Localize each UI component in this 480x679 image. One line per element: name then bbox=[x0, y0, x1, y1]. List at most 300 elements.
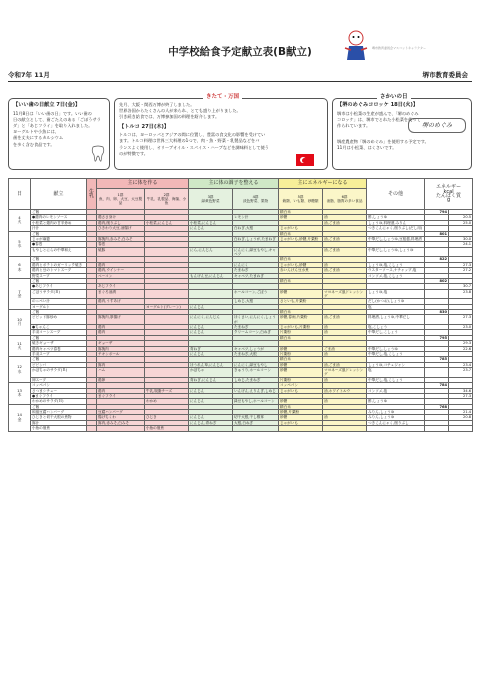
nutrition-cell bbox=[425, 315, 449, 325]
ingredient-g4: いんげん,えりんぎ,しめじ bbox=[233, 388, 279, 393]
ingredient-g1: 鶏肉,うすあげ bbox=[97, 299, 145, 304]
ingredient-g3: にんじん bbox=[189, 304, 233, 309]
good-teeth-line: ダ」と「あじフライ」を取り入れました。 bbox=[13, 122, 93, 128]
ingredient-other: 酢,しょうゆ bbox=[367, 215, 425, 220]
dish-name: 焼きギョーザ bbox=[31, 341, 87, 346]
milk-cell bbox=[87, 247, 97, 257]
ingredient-g5: 片栗粉 bbox=[279, 330, 323, 335]
ingredient-other: 中華だし,塩,こしょう bbox=[367, 377, 425, 382]
col-milk: 牛乳 bbox=[87, 179, 97, 210]
group-red: 主に体を作る bbox=[97, 179, 189, 189]
dish-name: ●あじフライ bbox=[31, 284, 87, 289]
ingredient-g3: 小松菜,にんじん bbox=[189, 220, 233, 225]
ingredient-other: しょうゆ,塩 bbox=[367, 289, 425, 299]
ingredient-other: ウスターソース,ケチャップ,塩 bbox=[367, 268, 425, 273]
dish-name: のっぺい汁 bbox=[31, 299, 87, 304]
nutrition-cell bbox=[449, 247, 473, 257]
col-nutrition bbox=[425, 179, 473, 210]
protein-value: 30.0 bbox=[449, 236, 473, 241]
good-teeth-line: 日の献立として、歯ごたえのある「ごぼうサラ bbox=[13, 116, 101, 122]
ingredient-other: しょうゆ,コチュジャン bbox=[367, 362, 425, 367]
dish-name: かぼちゃのサラダ(Ｂ) bbox=[31, 368, 87, 378]
good-teeth-line: ヨーグルトや小魚には、 bbox=[13, 129, 59, 135]
ingredient-g3: もんげん豆,にんじん bbox=[189, 273, 233, 278]
ingredient-g1: 鶏肉 bbox=[97, 262, 145, 267]
day-weekday: 金 bbox=[17, 292, 22, 298]
protein-value-alt: 25.0 bbox=[449, 220, 473, 225]
ingredient-g6: 油 bbox=[323, 325, 367, 330]
dish-name: もやしとにらの中華和え bbox=[31, 247, 87, 257]
protein-value: 30.7 bbox=[449, 284, 473, 289]
ingredient-g5: 精白米 bbox=[279, 231, 323, 236]
ingredient-g1: まぐろ油漬 bbox=[97, 289, 145, 299]
ingredient-other: 酢,しょうゆ bbox=[367, 399, 425, 404]
ingredient-g5: 精白米 bbox=[279, 257, 323, 262]
ingredient-g5: 赤いんげん豆水煮 bbox=[279, 268, 323, 273]
dish-name: 鶏肉と豆のトマトスープ bbox=[31, 268, 87, 273]
menu-row bbox=[9, 315, 473, 325]
menu-row bbox=[9, 368, 473, 378]
dish-name: コッペパン bbox=[31, 383, 87, 388]
ingredient-other: つきこんにゃく,削りぶし(だし用) bbox=[367, 226, 425, 231]
nutrition-cell bbox=[425, 247, 449, 257]
ingredient-g2: わかめ bbox=[145, 399, 189, 404]
day-cell bbox=[9, 310, 31, 336]
ingredient-g5: 砂糖 bbox=[279, 215, 323, 220]
nutrition-cell bbox=[425, 289, 449, 299]
ingredient-g4: キャベツ,しょうが bbox=[233, 346, 279, 351]
col-other: その他 bbox=[367, 179, 425, 210]
ingredient-g3: にんじん bbox=[189, 351, 233, 356]
col-group2 bbox=[145, 189, 189, 210]
ingredient-g1 bbox=[97, 426, 145, 431]
ingredient-g5: じゃがいも,片栗粉 bbox=[279, 325, 323, 330]
menu-row bbox=[9, 262, 473, 267]
protein-value-alt: 23.7 bbox=[449, 368, 473, 378]
ingredient-g1: 春巻 bbox=[97, 242, 145, 247]
col-group4 bbox=[233, 189, 279, 210]
energy-value: 830 bbox=[425, 310, 449, 315]
menu-row bbox=[9, 426, 473, 431]
ingredient-g6: 油,ホワイトルウ bbox=[323, 388, 367, 393]
ingredient-g6: 油 bbox=[323, 215, 367, 220]
group5-label: 5群 bbox=[297, 194, 304, 199]
ingredient-g4: きゅうり,ホールコーン bbox=[233, 368, 279, 378]
energy-value: 794 bbox=[425, 210, 449, 215]
ingredient-g2 bbox=[145, 289, 189, 299]
sakai-day-heading: さかいの日 bbox=[377, 94, 411, 100]
protein-value: 20.5 bbox=[449, 215, 473, 220]
ingredient-g5: 砂糖 bbox=[279, 368, 323, 378]
day-date: 14 bbox=[17, 412, 22, 418]
ingredient-g3: にんにく,にんじん bbox=[189, 315, 233, 325]
ingredient-g2 bbox=[145, 368, 189, 378]
dish-name: ●鶏肉のレモンソース bbox=[31, 215, 87, 220]
dish-name: 豚汁 bbox=[31, 420, 87, 425]
group3-label: 3群 bbox=[207, 194, 214, 199]
ingredient-g3: にんじん,青ねぎ bbox=[189, 420, 233, 425]
day-weekday: 水 bbox=[17, 368, 22, 374]
nutrition-cell bbox=[425, 368, 449, 378]
energy-value: 784 bbox=[425, 383, 449, 388]
protein-value: 34.6 bbox=[449, 388, 473, 393]
mascot-illustration bbox=[343, 28, 369, 62]
protein-value: 23.4 bbox=[449, 362, 473, 367]
ingredient-g1: 豚肉 bbox=[97, 362, 145, 367]
ingredient-g6: 油,ごま油 bbox=[323, 362, 367, 367]
ingredient-g1: 鶏肉,ウインナー bbox=[97, 268, 145, 273]
ingredient-g6: マヨネーズ風ドレッシング bbox=[323, 289, 367, 299]
ingredient-g3: 青ねぎ bbox=[189, 346, 233, 351]
ingredient-g5: 砂糖 bbox=[279, 399, 323, 404]
dish-name: 小魚の佃煮 bbox=[31, 426, 87, 431]
ingredient-g1: ギョーザ bbox=[97, 341, 145, 346]
ingredient-g5: じゃがいも bbox=[279, 420, 323, 425]
turkey-heading: 【トルコ 27日(木)】 bbox=[119, 123, 170, 130]
day-date: 7 bbox=[18, 288, 21, 294]
ingredient-g4: しめじ,大根 bbox=[233, 299, 279, 304]
ingredient-other: 料理酒,しょうゆ,中華だし bbox=[367, 315, 425, 325]
header-rule bbox=[8, 81, 472, 82]
group1-desc: 魚、肉、卵、大豆、大豆製品 bbox=[98, 196, 143, 206]
world-expo-line: 先月、大阪・関西万博が終了しました。 bbox=[119, 102, 195, 107]
ingredient-g1: 豚挽肉 bbox=[97, 346, 145, 351]
ingredient-g1: まぐフライ bbox=[97, 393, 145, 398]
ingredient-other: 塩 bbox=[367, 368, 425, 378]
ingredient-g4: 白ねぎ,しょうが,たまねぎ bbox=[233, 236, 279, 241]
sakai-day-box bbox=[332, 94, 472, 170]
ingredient-other: だし(かつお),しょうゆ bbox=[367, 299, 425, 304]
ingredient-g5: 精白米 bbox=[279, 210, 323, 215]
group2-desc: 牛乳、乳製品、海藻、小魚 bbox=[146, 196, 187, 206]
ingredient-other: しょうゆ,塩,こしょう bbox=[367, 262, 425, 267]
ingredient-g4: 緑豆もやし,ホールコーン bbox=[233, 399, 279, 404]
kcal-unit: kcal bbox=[443, 188, 454, 195]
col-group1 bbox=[97, 189, 145, 210]
group4-desc: 淡色野菜、果物 bbox=[242, 199, 269, 203]
ingredient-g5: 精白米 bbox=[279, 404, 323, 409]
dish-name: ご飯 bbox=[31, 357, 87, 362]
protein-value: 29.3 bbox=[449, 341, 473, 346]
protein-value-alt: 27.2 bbox=[449, 268, 473, 273]
ingredient-other: コンソメ,塩,こしょう bbox=[367, 273, 425, 278]
dish-name: ご飯 bbox=[31, 257, 87, 262]
ingredient-other: しょうゆ,料理酒,みりん bbox=[367, 220, 425, 225]
ingredient-g1: ベーコン bbox=[97, 273, 145, 278]
energy-value: 795 bbox=[425, 335, 449, 340]
day-date: 5 bbox=[18, 238, 21, 244]
day-weekday: 木 bbox=[17, 392, 22, 398]
ingredient-g5: 砂糖 bbox=[279, 362, 323, 367]
ingredient-g4: しめじ,たまねぎ bbox=[233, 377, 279, 382]
group2-label: 2群 bbox=[163, 192, 170, 197]
day-cell bbox=[9, 357, 31, 383]
ingredient-g5: じゃがいも bbox=[279, 226, 323, 231]
ingredient-other: つきこんにゃく,削りぶし bbox=[367, 420, 425, 425]
dish-name: ●春巻 bbox=[31, 242, 87, 247]
ingredient-g2 bbox=[145, 315, 189, 325]
sakai-day-line: 堺市は小松菜の生産が盛んで、「堺のめぐみ bbox=[337, 110, 419, 116]
day-date: 13 bbox=[17, 388, 22, 394]
protein-value-alt: 24.1 bbox=[449, 242, 473, 247]
nutrition-cell bbox=[425, 426, 449, 431]
day-cell bbox=[9, 231, 31, 257]
sakai-day-line: 作られています。 bbox=[337, 122, 371, 128]
group6-desc: 油脂、脂質の多い食品 bbox=[326, 199, 363, 203]
menu-table bbox=[8, 178, 473, 432]
ingredient-other: コンソメ,塩 bbox=[367, 388, 425, 393]
dish-name: 和風豆腐ハンバーグ bbox=[31, 410, 87, 415]
world-expo-heading: きたて・万国 bbox=[203, 94, 242, 100]
good-teeth-line: を多く含む食品です。 bbox=[13, 141, 55, 147]
ingredient-other: 中華だし,しょうゆ,しょうゆ bbox=[367, 247, 425, 257]
world-expo-line: 世界各国からたくさんの人が来られ、とても盛り上がりました。 bbox=[119, 108, 241, 114]
group6-label: 6群 bbox=[341, 194, 348, 199]
ingredient-g6: 油 bbox=[323, 415, 367, 420]
tooth-icon bbox=[90, 145, 106, 163]
dish-name: じゃが麻婆 bbox=[31, 236, 87, 241]
dish-name: ビビッド豚炒め bbox=[31, 315, 87, 325]
dish-name: さつまシチュー bbox=[31, 388, 87, 393]
milk-cell bbox=[87, 315, 97, 325]
ingredient-g4: にんにく,緑豆もやし,キャベツ bbox=[233, 247, 279, 257]
ingredient-g6: 油 bbox=[323, 262, 367, 267]
ingredient-g1: あじフライ bbox=[97, 284, 145, 289]
turkey-flag-icon bbox=[296, 154, 314, 166]
ingredient-g2: ヨーグルト(プレーン) bbox=[145, 304, 189, 309]
ingredient-g4: ホールコーン,ごぼう bbox=[233, 289, 279, 299]
day-date: 10 bbox=[17, 317, 22, 323]
ingredient-g5: 精白米 bbox=[279, 278, 323, 283]
ingredient-other: 中華だし,しょうゆ,豆板醤,料理酒 bbox=[367, 236, 425, 241]
energy-value: 785 bbox=[425, 357, 449, 362]
dish-name: ごぼうサラダ(Ｂ) bbox=[31, 289, 87, 299]
ingredient-g6: マヨネーズ風ドレッシング bbox=[323, 368, 367, 378]
organization: 堺市教育委員会 bbox=[422, 71, 468, 79]
ingredient-other: 塩,こしょう bbox=[367, 325, 425, 330]
dish-name: 卵スープ bbox=[31, 377, 87, 382]
ingredient-other: 中華だし,塩,こしょう bbox=[367, 351, 425, 356]
group1-label: 1群 bbox=[117, 192, 124, 197]
ingredient-g4: ほくさい,にんにく,しょうが bbox=[233, 315, 279, 325]
ingredient-g5: 砂糖,春雨,片栗粉 bbox=[279, 315, 323, 325]
dish-name: ●ちゃんこ bbox=[31, 325, 87, 330]
ingredient-g5: 片栗粉 bbox=[279, 351, 323, 356]
ingredient-g6 bbox=[323, 426, 367, 431]
ingredient-g6: 油,ごま油 bbox=[323, 236, 367, 241]
ingredient-g5: 砂糖,片栗粉 bbox=[279, 410, 323, 415]
ingredient-g4: 大根,白ねぎ bbox=[233, 420, 279, 425]
ingredient-g3 bbox=[189, 426, 233, 431]
dish-name: 鶏肉とポテトのガーリック焼き bbox=[31, 262, 87, 267]
ingredient-g4 bbox=[233, 426, 279, 431]
ingredient-g2: 小松菜,にんじん bbox=[145, 220, 189, 225]
nutrition-cell bbox=[449, 426, 473, 431]
ingredient-g4: にんにく,緑豆もやし bbox=[233, 362, 279, 367]
energy-value: 822 bbox=[425, 257, 449, 262]
ingredient-g4: キャベツ,たまねぎ bbox=[233, 273, 279, 278]
milk-cell bbox=[87, 289, 97, 299]
turkey-line: ランスよく使用し、オリーブオイル・スパイス・ハーブなどを調味料として使う bbox=[119, 144, 269, 150]
turkey-line: ます。トルコ料理は世界三大料理の1つで、肉・魚・野菜・乳製品などをバ bbox=[119, 138, 260, 144]
dish-name: 鶏肉キャベツ春巻 bbox=[31, 346, 87, 351]
ingredient-g2: 小魚の佃煮 bbox=[145, 426, 189, 431]
turkey-line: のが特徴です。 bbox=[119, 150, 148, 156]
protein-value: 27.3 bbox=[449, 315, 473, 325]
dish-name: ご飯 bbox=[31, 404, 87, 409]
ingredient-g6: 油,ごま油 bbox=[323, 247, 367, 257]
ingredient-g5: 精白米 bbox=[279, 357, 323, 362]
ingredient-g4: 白ねぎ,大根 bbox=[233, 226, 279, 231]
ingredient-g1: ハム bbox=[97, 368, 145, 378]
day-cell bbox=[9, 404, 31, 431]
day-date: 6 bbox=[18, 262, 21, 268]
protein-value: 27.3 bbox=[449, 262, 473, 267]
ingredient-g5: 砂糖 bbox=[279, 346, 323, 351]
group-yellow: 主にエネルギーになる bbox=[279, 179, 367, 189]
ingredient-g6: 油,ごま油 bbox=[323, 220, 367, 225]
ingredient-other bbox=[367, 426, 425, 431]
ingredient-other: みりん,しょうゆ bbox=[367, 410, 425, 415]
day-weekday: 火 bbox=[17, 345, 22, 351]
good-teeth-line: 歯を丈夫にするカルシウム bbox=[13, 135, 64, 141]
ingredient-g6: 油,ごま油 bbox=[323, 315, 367, 325]
ingredient-g5 bbox=[279, 426, 323, 431]
ingredient-g3: にんじん bbox=[189, 330, 233, 335]
turkey-line: トルコは、ヨーロッパとアジアの間に位置し、豊富の食文化の影響を受けてい bbox=[119, 132, 266, 138]
ingredient-g4: レモン汁 bbox=[233, 215, 279, 220]
sakai-megumi-stamp: 堺のめぐみ bbox=[408, 118, 466, 133]
ingredient-g1: 鶏肉,削りぶし bbox=[97, 220, 145, 225]
day-weekday: 火 bbox=[17, 219, 22, 225]
ingredient-other: 中華だし,こしょう bbox=[367, 330, 425, 335]
dish-name: 汁汁 bbox=[31, 226, 87, 231]
energy-value: 768 bbox=[425, 404, 449, 409]
ingredient-g5: 精白米 bbox=[279, 310, 323, 315]
energy-value: 801 bbox=[425, 231, 449, 236]
ingredient-other: 塩 bbox=[367, 304, 425, 309]
ingredient-g6: 油 bbox=[323, 399, 367, 404]
ingredient-g4: たまねぎ bbox=[233, 268, 279, 273]
day-date: 11 bbox=[17, 340, 22, 346]
ingredient-g3: にんじん bbox=[189, 388, 233, 393]
ingredient-g3: にんじん bbox=[189, 226, 233, 231]
protein-value-alt: 23.8 bbox=[449, 289, 473, 299]
ingredient-g1: 豚挽肉,赤みそ,白みそ bbox=[97, 236, 145, 241]
group5-desc: 穀類、いも類、砂糖類 bbox=[282, 199, 319, 203]
ingredient-g1: 鶏肉 bbox=[97, 330, 145, 335]
protein-label: たんぱく質 bbox=[436, 193, 462, 199]
milk-cell bbox=[87, 426, 97, 431]
col-group5 bbox=[279, 189, 323, 210]
protein-value: 21.4 bbox=[449, 410, 473, 415]
year-month: 令和7年 11月 bbox=[8, 71, 50, 79]
ingredient-g1: 鶏肉 bbox=[97, 325, 145, 330]
ingredient-g1: 鶏卵 bbox=[97, 377, 145, 382]
group4-label: 4群 bbox=[252, 194, 259, 199]
ingredient-g5: 砂糖 bbox=[279, 415, 323, 420]
col-day: 日 bbox=[9, 179, 31, 210]
col-menu: 献立 bbox=[31, 179, 87, 210]
day-cell bbox=[9, 257, 31, 279]
ingredient-g3: にんじん bbox=[189, 415, 233, 420]
day-date: 4 bbox=[18, 214, 21, 220]
ingredient-g6: 油 bbox=[323, 377, 367, 382]
dish-name: ご飯 bbox=[31, 278, 87, 283]
protein-value-alt: 22.6 bbox=[449, 346, 473, 351]
day-cell bbox=[9, 335, 31, 357]
ingredient-g4: クリームコーン,白ねぎ bbox=[233, 330, 279, 335]
ingredient-g5: じゃがいも,砂糖 bbox=[279, 262, 323, 267]
ingredient-g4: 切干大根,干し椎茸 bbox=[233, 415, 279, 420]
dish-name: ご飯 bbox=[31, 310, 87, 315]
ingredient-g1: 豚挽肉,厚揚げ bbox=[97, 315, 145, 325]
ingredient-g4: たまねぎ,大根 bbox=[233, 351, 279, 356]
dish-name: わかめのサラダ(Ｂ) bbox=[31, 399, 87, 404]
ingredient-g4: にんにく bbox=[233, 262, 279, 267]
ingredient-g5: じゃがいも bbox=[279, 388, 323, 393]
ingredient-g2: 牛乳,脱脂チーズ bbox=[145, 388, 189, 393]
day-cell bbox=[9, 383, 31, 405]
ingredient-g1: 鶏ささ身け bbox=[97, 215, 145, 220]
ingredient-g6: ごま油 bbox=[323, 346, 367, 351]
ingredient-g1: 豚肉,赤みそ,白みそ bbox=[97, 420, 145, 425]
col-group3 bbox=[189, 189, 233, 210]
dish-name: ひじきと切干大根の煮物 bbox=[31, 415, 87, 420]
ingredient-g5: 砂糖 bbox=[279, 289, 323, 299]
ingredient-g1: 揚げちくわ bbox=[97, 415, 145, 420]
gram-unit: g bbox=[446, 197, 451, 204]
day-date: 12 bbox=[17, 364, 22, 370]
dish-name: 手羽コーンスープ bbox=[31, 330, 87, 335]
ingredient-g3: にんじん bbox=[189, 399, 233, 404]
day-weekday: 金 bbox=[17, 416, 22, 422]
ingredient-g5: さといも,片栗粉 bbox=[279, 299, 323, 304]
ingredient-g6: 油 bbox=[323, 351, 367, 356]
ingredient-g5 bbox=[279, 247, 323, 257]
day-cell bbox=[9, 278, 31, 309]
ingredient-g5: 精白米 bbox=[279, 335, 323, 340]
ingredient-g1: チキンボール bbox=[97, 351, 145, 356]
good-teeth-line: 11月8日は「いい歯の日」です。いい歯の bbox=[13, 110, 92, 116]
ingredient-g3: 青ねぎ,にんじん bbox=[189, 377, 233, 382]
dish-name: ビビンバ bbox=[31, 362, 87, 367]
protein-value-alt: 27.3 bbox=[449, 393, 473, 398]
ingredient-g5: じゃがいも,砂糖,片栗粉 bbox=[279, 236, 323, 241]
group3-desc: 緑黄色野菜 bbox=[201, 199, 220, 203]
day-cell bbox=[9, 210, 31, 232]
ingredient-g5: コッペパン bbox=[279, 383, 323, 388]
ingredient-g3: ほうれん草,にんじん bbox=[189, 362, 233, 367]
ingredient-g1: ひきわり大豆,油揚げ bbox=[97, 226, 145, 231]
col-group6 bbox=[323, 189, 367, 210]
ingredient-g6: 油,ごま油 bbox=[323, 268, 367, 273]
sakai-produce-line: 堺産農産物「堺のめぐみ」を使用する予定です。 bbox=[337, 139, 429, 145]
dish-name: 野菜スープ bbox=[31, 273, 87, 278]
milk-cell bbox=[87, 368, 97, 378]
dish-name: 小松菜と鶏肉の甘辛炒め bbox=[31, 220, 87, 225]
mascot-caption: 堺市教育委員会マスコットキャラクター bbox=[372, 46, 426, 50]
group-green: 主に体の調子を整える bbox=[189, 179, 279, 189]
ingredient-other: 中華だし,しょうゆ bbox=[367, 346, 425, 351]
dish-name: ●まぐフライ bbox=[31, 393, 87, 398]
ingredient-g4: たまねぎ bbox=[233, 325, 279, 330]
energy-label: エネルギー bbox=[436, 184, 462, 191]
protein-value-alt: 20.8 bbox=[449, 415, 473, 420]
ingredient-g1: 豆腐ハンバーグ bbox=[97, 410, 145, 415]
ingredient-g3 bbox=[189, 289, 233, 299]
dish-name: ご飯 bbox=[31, 231, 87, 236]
